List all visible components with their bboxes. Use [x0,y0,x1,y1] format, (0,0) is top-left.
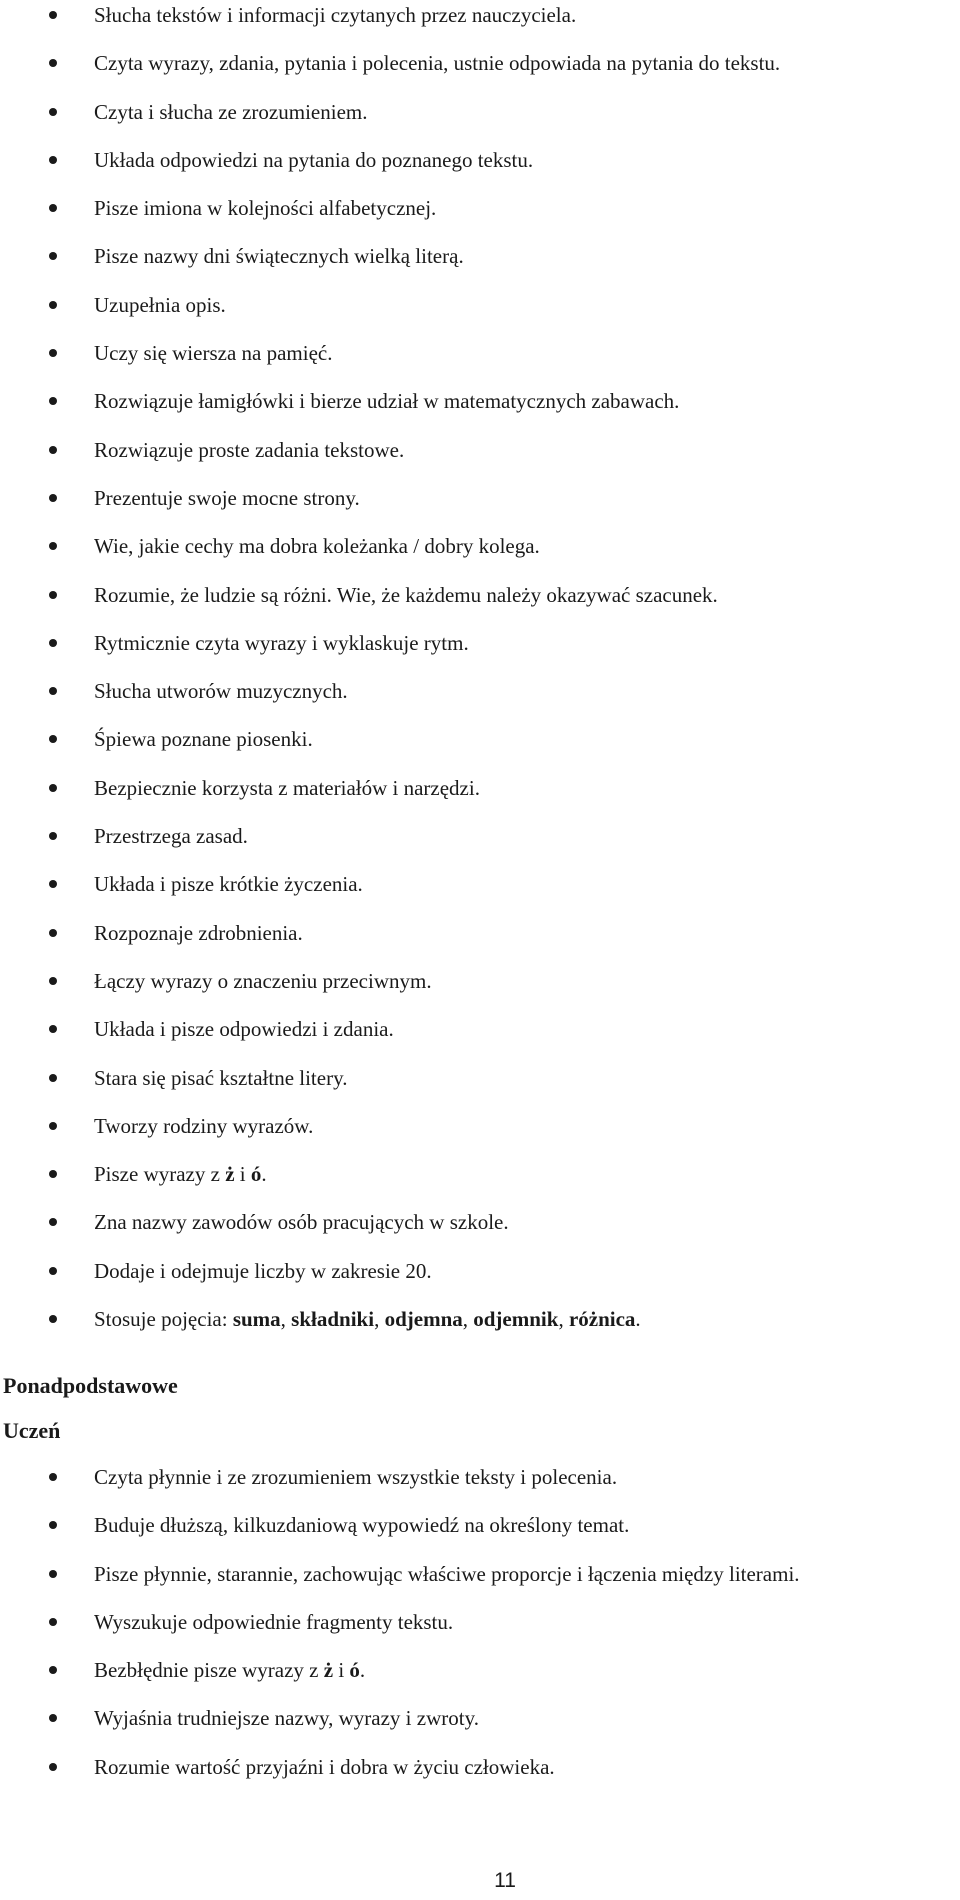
list-item [0,676,960,724]
bullet-icon [49,252,57,260]
list-item [0,1111,960,1159]
list-item-text: Rozpoznaje zdrobnienia. [94,920,303,945]
bold-term: odjemna [384,1307,463,1332]
list-item-text: Bezpiecznie korzysta z materiałów i narzędzi. [94,775,480,800]
list-item-text: Słucha utworów muzycznych. [94,679,348,704]
list-item [0,821,960,869]
bullet-icon [49,397,57,405]
list-item-text: Wie, jakie cechy ma dobra koleżanka / dobry kolega. [94,534,540,559]
list-item [0,1207,960,1255]
list-item [0,0,960,48]
list-item [0,1014,960,1062]
list-item [0,290,960,338]
list-item-text: Układa i pisze odpowiedzi i zdania. [94,1017,394,1042]
bullet-icon [49,880,57,888]
list-item-text: Bezbłędnie pisze wyrazy z ż i ó. [94,1658,366,1683]
bullet-icon [49,349,57,357]
bold-letter: ó [250,1162,262,1187]
bullet-icon [49,1267,57,1275]
list-item-text: Rozwiązuje proste zadania tekstowe. [94,437,405,462]
bullet-icon [49,1170,57,1178]
list-item-text: Rozwiązuje łamigłówki i bierze udział w matematycznych zabawach. [94,389,680,414]
bullet-icon [49,639,57,647]
list-item [0,435,960,483]
bullet-icon [49,1618,57,1626]
list-item [0,628,960,676]
list-item [0,1256,960,1304]
list-item [0,1304,960,1352]
list-item-text: Łączy wyrazy o znaczeniu przeciwnym. [94,968,432,993]
bullet-icon [49,59,57,67]
bullet-icon [49,1074,57,1082]
bold-letter: ó [349,1658,360,1683]
bullet-icon [49,977,57,985]
bullet-icon [49,784,57,792]
list-item [0,1703,960,1751]
list-item [0,97,960,145]
bullet-icon [49,1315,57,1323]
list-item [0,193,960,241]
page-number: 11 [494,1869,516,1892]
bullet-icon [49,446,57,454]
list-item-text: Śpiewa poznane piosenki. [94,727,313,752]
bullet-icon [49,1666,57,1674]
list-item-text: Tworzy rodziny wyrazów. [94,1113,314,1138]
list-item [0,724,960,772]
list-item [0,145,960,193]
bullet-icon [49,735,57,743]
bold-term: różnica [568,1307,636,1332]
level-heading: Ponadpodstawowe [3,1373,178,1398]
list-item [0,773,960,821]
list-item-text: Dodaje i odejmuje liczby w zakresie 20. [94,1258,432,1283]
bullet-icon [49,1218,57,1226]
bullet-icon [49,929,57,937]
bullet-icon [49,1714,57,1722]
list-item-text: Przestrzega zasad. [94,824,248,849]
bullet-icon [49,301,57,309]
bold-term: suma [232,1307,281,1332]
list-item-text: Czyta i słucha ze zrozumieniem. [94,99,368,124]
list-item-text: Uczy się wiersza na pamięć. [94,341,333,366]
list-item-text: Rozumie wartość przyjaźni i dobra w życiu człowieka. [94,1754,555,1779]
list-item [0,580,960,628]
list-item-text: Układa odpowiedzi na pytania do poznanego tekstu. [94,147,534,172]
list-item [0,869,960,917]
list-item [0,338,960,386]
list-item-text: Uzupełnia opis. [94,292,226,317]
bullet-icon [49,156,57,164]
list-item-text: Pisze płynnie, starannie, zachowując właściwe proporcje i łączenia między literami. [94,1561,800,1586]
bold-term: odjemnik [473,1307,559,1332]
bullet-icon [49,204,57,212]
bullet-icon [49,591,57,599]
skills-list-advanced [0,1462,960,1800]
list-item [0,1655,960,1703]
list-item-text: Rytmicznie czyta wyrazy i wyklaskuje rytm. [94,630,469,655]
list-item-text: Czyta wyrazy, zdania, pytania i polecenia, ustnie odpowiada na pytania do tekstu. [94,51,781,76]
list-item-text: Wyjaśnia trudniejsze nazwy, wyrazy i zwroty. [94,1706,479,1731]
list-item [0,1559,960,1607]
list-item-text: Czyta płynnie i ze zrozumieniem wszystkie teksty i polecenia. [94,1465,618,1489]
bullet-icon [49,1025,57,1033]
bold-letter: ż [225,1162,235,1187]
list-item [0,1752,960,1800]
list-item [0,1462,960,1510]
list-item-text: Wyszukuje odpowiednie fragmenty tekstu. [94,1609,454,1634]
bold-letter: ż [323,1658,334,1683]
bold-term: składniki [291,1307,375,1332]
bullet-icon [49,494,57,502]
bullet-icon [49,1763,57,1771]
bullet-icon [49,687,57,695]
list-item [0,386,960,434]
list-item [0,483,960,531]
list-item [0,1607,960,1655]
list-item-text: Prezentuje swoje mocne strony. [94,485,360,510]
bullet-icon [49,11,57,19]
bullet-icon [49,1570,57,1578]
list-item [0,1159,960,1207]
list-item [0,918,960,966]
bullet-icon [49,542,57,550]
list-item-text: Pisze imiona w kolejności alfabetycznej. [94,196,437,221]
list-item-text: Stosuje pojęcia: suma, składniki, odjemna, odjemnik, różnica. [94,1307,641,1332]
list-item [0,531,960,579]
bullet-icon [49,1521,57,1529]
list-item [0,48,960,96]
list-item-text: Stara się pisać kształtne litery. [94,1065,348,1090]
list-item [0,966,960,1014]
list-item-text: Pisze wyrazy z ż i ó. [94,1162,267,1187]
student-heading: Uczeń [3,1418,61,1443]
list-item-text: Zna nazwy zawodów osób pracujących w szkole. [94,1210,509,1235]
bullet-icon [49,832,57,840]
list-item-text: Układa i pisze krótkie życzenia. [94,872,363,897]
list-item [0,241,960,289]
list-item-text: Buduje dłuższą, kilkuzdaniową wypowiedź na określony temat. [94,1513,630,1538]
list-item-text: Rozumie, że ludzie są różni. Wie, że każdemu należy okazywać szacunek. [94,582,718,607]
bullet-icon [49,108,57,116]
list-item [0,1063,960,1111]
list-item-text: Słucha tekstów i informacji czytanych przez nauczyciela. [94,3,577,27]
bullet-icon [49,1122,57,1130]
bullet-icon [49,1473,57,1481]
list-item [0,1510,960,1558]
list-item-text: Pisze nazwy dni świątecznych wielką literą. [94,244,464,269]
